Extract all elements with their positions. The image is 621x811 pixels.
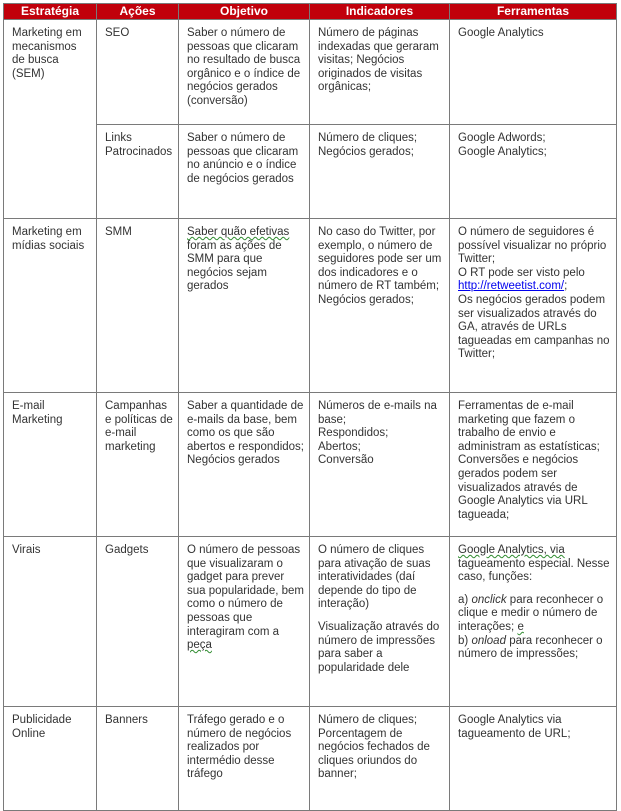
cell-tools-seo: Google Analytics <box>450 20 617 125</box>
tool-line <box>458 635 611 662</box>
cell-indicators-virais <box>310 537 450 707</box>
tool-keyword-onload: onload <box>471 634 506 647</box>
indicator-line: Porcentagem de negócios fechados de cliques oriundos do banner; <box>318 727 430 781</box>
cell-indicators-links <box>310 125 450 219</box>
cell-tools-publicidade: Google Analytics via tagueamento de URL; <box>450 707 617 811</box>
indicator-line: Número de cliques; <box>318 714 418 726</box>
cell-objective-links: Saber o número de pessoas que clicaram no anúncio e o índice de negócios gerados <box>179 125 310 219</box>
tool-text: tagueamento especial. Nesse caso, funções: <box>458 557 610 584</box>
cell-indicators-seo: Número de páginas indexadas que geraram visitas; Negócios originados de visitas orgânicas; <box>310 20 450 125</box>
indicator-line: Respondidos; <box>318 427 389 440</box>
tool-line <box>458 267 611 294</box>
header-objective: Objetivo <box>179 4 310 20</box>
cell-tools-smm <box>450 219 617 393</box>
cell-tools-links <box>450 125 617 219</box>
objective-text: O número de pessoas que visualizaram o gadget para prever sua popularidade, bem como o número de pessoas que interagiram com a <box>187 544 304 638</box>
tool-line: Ferramentas de e-mail marketing que fazem o trabalho de envio e administram as estatísticas; <box>458 400 600 453</box>
indicator-line: Negócios gerados; <box>318 293 414 306</box>
tool-line: Conversões e negócios gerados podem ser visualizados através de Google Analytics via URL tagueada; <box>458 454 588 521</box>
cell-objective-smm <box>179 219 310 393</box>
header-actions: Ações <box>97 4 179 20</box>
cell-tools-email <box>450 393 617 537</box>
cell-action-virais: Gadgets <box>97 537 179 707</box>
objective-text-underlined: peça <box>187 639 212 652</box>
tool-line: Os negócios gerados podem ser visualizados através do GA, através de URLs tagueadas em campanhas no Twitter; <box>458 293 610 361</box>
header-indicators: Indicadores <box>310 4 450 20</box>
indicator-line: Abertos; <box>318 440 361 453</box>
tool-line: Google Adwords; <box>458 132 546 144</box>
cell-indicators-email <box>310 393 450 537</box>
cell-action-seo: SEO <box>97 20 179 125</box>
table-row-publicidade <box>4 707 617 811</box>
tool-text: O RT pode ser visto pelo <box>458 266 585 279</box>
cell-strategy-virais: Virais <box>4 537 97 707</box>
objective-text: foram as ações de SMM para que negócios sejam gerados <box>187 239 282 293</box>
paragraph-gap <box>458 585 611 594</box>
tool-text: ; <box>564 280 568 293</box>
table-row-virais <box>4 537 617 707</box>
cell-strategy-sem: Marketing em mecanismos de busca (SEM) <box>4 20 97 219</box>
tool-text-underlined: Google Analytics, via <box>458 544 565 556</box>
cell-tools-virais <box>450 537 617 707</box>
tool-line: O número de seguidores é possível visualizar no próprio Twitter; <box>458 226 607 266</box>
indicator-line: Número de cliques; <box>318 132 418 144</box>
indicator-line: Números de e-mails na base; <box>318 400 437 426</box>
indicator-line: O número de cliques para ativação de suas interatividades (daí depende do tipo de interação) <box>318 544 431 611</box>
indicator-line: Visualização através do número de impressões para saber a popularidade dele <box>318 620 440 674</box>
header-strategy: Estratégia <box>4 4 97 20</box>
table-header-row <box>4 4 617 20</box>
cell-action-email: Campanhas e políticas de e-mail marketing <box>97 393 179 537</box>
tool-text: para reconhecer o número de impressões; <box>458 634 603 661</box>
cell-indicators-publicidade <box>310 707 450 811</box>
tool-line <box>458 594 611 635</box>
strategy-table <box>3 3 617 811</box>
cell-objective-publicidade: Tráfego gerado e o número de negócios realizados por intermédio desse tráfego <box>179 707 310 811</box>
indicator-line: No caso do Twitter, por exemplo, o número de seguidores pode ser um dos indicadores e o número de RT também; <box>318 226 442 293</box>
indicator-line: Conversão <box>318 454 374 467</box>
cell-objective-seo: Saber o número de pessoas que clicaram no resultado de busca orgânico e o índice de negócios gerados (conversão) <box>179 20 310 125</box>
table-row-smm <box>4 219 617 393</box>
cell-action-smm: SMM <box>97 219 179 393</box>
objective-text-underlined: Saber quão efetivas <box>187 226 290 238</box>
indicator-line: Negócios gerados; <box>318 145 414 158</box>
cell-strategy-publicidade: Publicidade Online <box>4 707 97 811</box>
cell-action-publicidade: Banners <box>97 707 179 811</box>
cell-objective-email <box>179 393 310 537</box>
table-row-email <box>4 393 617 537</box>
tool-text-underlined: e <box>517 620 524 633</box>
tool-text: b) <box>458 634 469 647</box>
retweetist-link[interactable]: http://retweetist.com/ <box>458 280 565 293</box>
tool-line: Google Analytics; <box>458 145 547 158</box>
cell-objective-virais <box>179 537 310 707</box>
cell-action-links: Links Patrocinados <box>97 125 179 219</box>
tool-keyword-onclick: onclick <box>471 593 507 606</box>
paragraph-gap <box>318 612 444 621</box>
tool-text: para reconhecer o clique e medir o número de interações; <box>458 593 604 633</box>
table-row-sem-seo <box>4 20 617 125</box>
cell-strategy-smm: Marketing em mídias sociais <box>4 219 97 393</box>
tool-line <box>458 544 611 585</box>
cell-indicators-smm <box>310 219 450 393</box>
tool-text: a) <box>458 593 469 606</box>
cell-strategy-email: E-mail Marketing <box>4 393 97 537</box>
objective-line: Negócios gerados <box>187 454 280 467</box>
objective-line: Saber a quantidade de e-mails da base, bem como os que são abertos e respondidos; <box>187 400 304 453</box>
header-tools: Ferramentas <box>450 4 617 20</box>
